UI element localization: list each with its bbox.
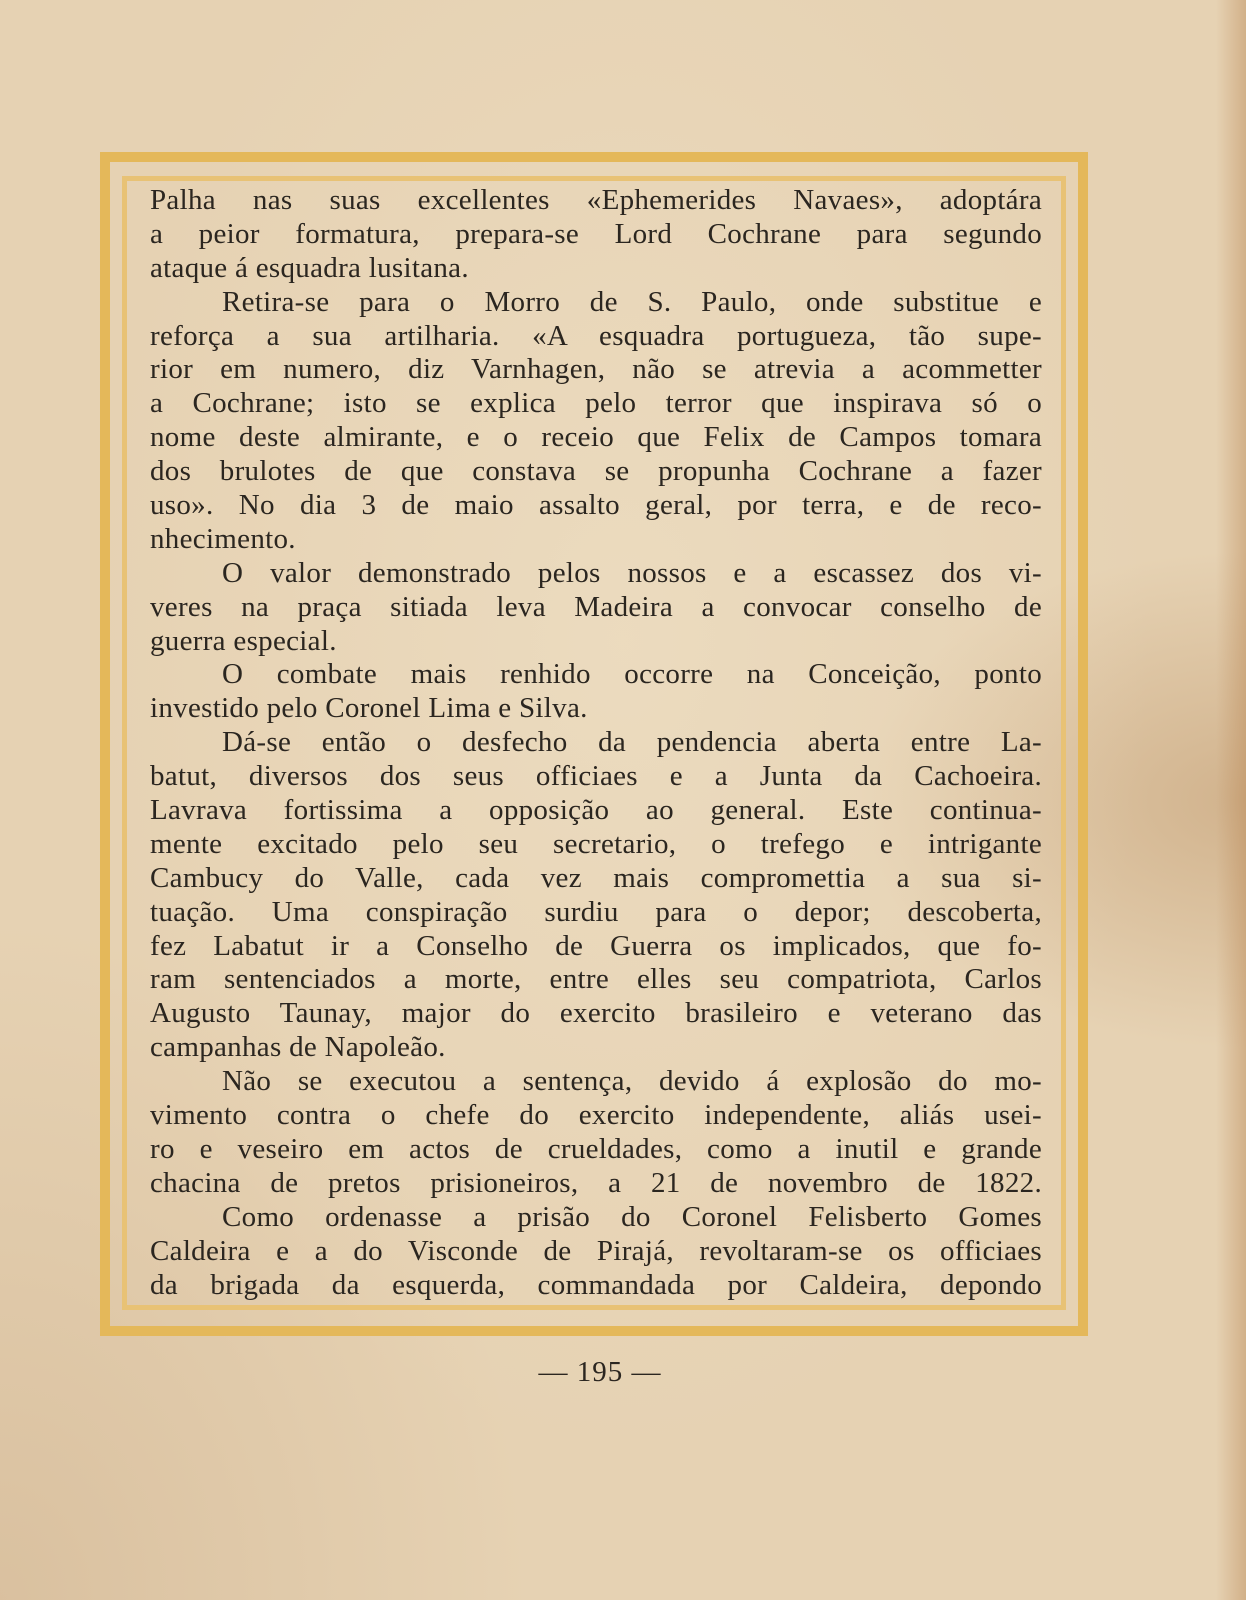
text-line: guerra especial. <box>150 624 337 657</box>
text-line: fez Labatut ir a Conselho de Guerra os implicados, que fo- <box>150 929 1042 962</box>
page-number: — 195 — <box>538 1356 662 1388</box>
text-line: Palha nas suas excellentes «Ephemerides Navaes», adoptára <box>150 184 1042 216</box>
text-line: Augusto Taunay, major do exercito brasileiro e veterano das <box>150 997 1042 1030</box>
text-line: Lavrava fortissima a opposição ao general. Este continua- <box>150 794 1042 827</box>
text-line: reforça a sua artilharia. «A esquadra portugueza, tão supe- <box>150 319 1042 352</box>
text-line: nhecimento. <box>150 522 296 555</box>
text-line: mente excitado pelo seu secretario, o trefego e intrigante <box>150 827 1042 860</box>
text-line: nome deste almirante, e o receio que Felix de Campos tomara <box>150 421 1042 454</box>
text-line: dos brulotes de que constava se propunha Cochrane a fazer <box>150 455 1042 488</box>
text-line: veres na praça sitiada leva Madeira a convocar conselho de <box>150 590 1042 623</box>
text-line: O combate mais renhido occorre na Conceição, ponto <box>222 658 1042 691</box>
text-line: rior em numero, diz Varnhagen, não se atrevia a acommetter <box>150 353 1042 386</box>
text-line: da brigada da esquerda, commandada por Caldeira, depondo <box>150 1268 1042 1301</box>
text-line: Como ordenasse a prisão do Coronel Felisberto Gomes <box>222 1200 1042 1233</box>
text-line: Cambucy do Valle, cada vez mais compromettia a sua si- <box>150 861 1042 894</box>
text-line: batut, diversos dos seus officiaes e a Junta da Cachoeira. <box>150 760 1042 793</box>
text-line: investido pelo Coronel Lima e Silva. <box>150 692 588 725</box>
page-edge-shadow <box>1216 0 1246 1600</box>
text-line: ataque á esquadra lusitana. <box>150 251 469 284</box>
text-line: Retira-se para o Morro de S. Paulo, onde substitue e <box>222 285 1042 318</box>
text-line: Dá-se então o desfecho da pendencia aberta entre La- <box>222 726 1042 759</box>
body-text <box>150 184 1042 1300</box>
text-line: campanhas de Napoleão. <box>150 1031 446 1064</box>
text-line: a Cochrane; isto se explica pelo terror que inspirava só o <box>150 387 1042 420</box>
text-line: uso». No dia 3 de maio assalto geral, por terra, e de reco- <box>150 489 1042 522</box>
text-line: O valor demonstrado pelos nossos e a escassez dos vi- <box>222 556 1042 589</box>
text-line: a peior formatura, prepara-se Lord Cochrane para segundo <box>150 217 1042 250</box>
text-line: Não se executou a sentença, devido á explosão do mo- <box>222 1065 1042 1098</box>
text-line: tuação. Uma conspiração surdiu para o depor; descoberta, <box>150 895 1042 928</box>
text-line: Caldeira e a do Visconde de Pirajá, revoltaram-se os officiaes <box>150 1234 1042 1267</box>
text-line: chacina de pretos prisioneiros, a 21 de novembro de 1822. <box>150 1166 1042 1199</box>
text-line: vimento contra o chefe do exercito independente, aliás usei- <box>150 1099 1042 1132</box>
text-line: ro e veseiro em actos de crueldades, como a inutil e grande <box>150 1132 1042 1165</box>
text-line: ram sentenciados a morte, entre elles seu compatriota, Carlos <box>150 963 1042 996</box>
